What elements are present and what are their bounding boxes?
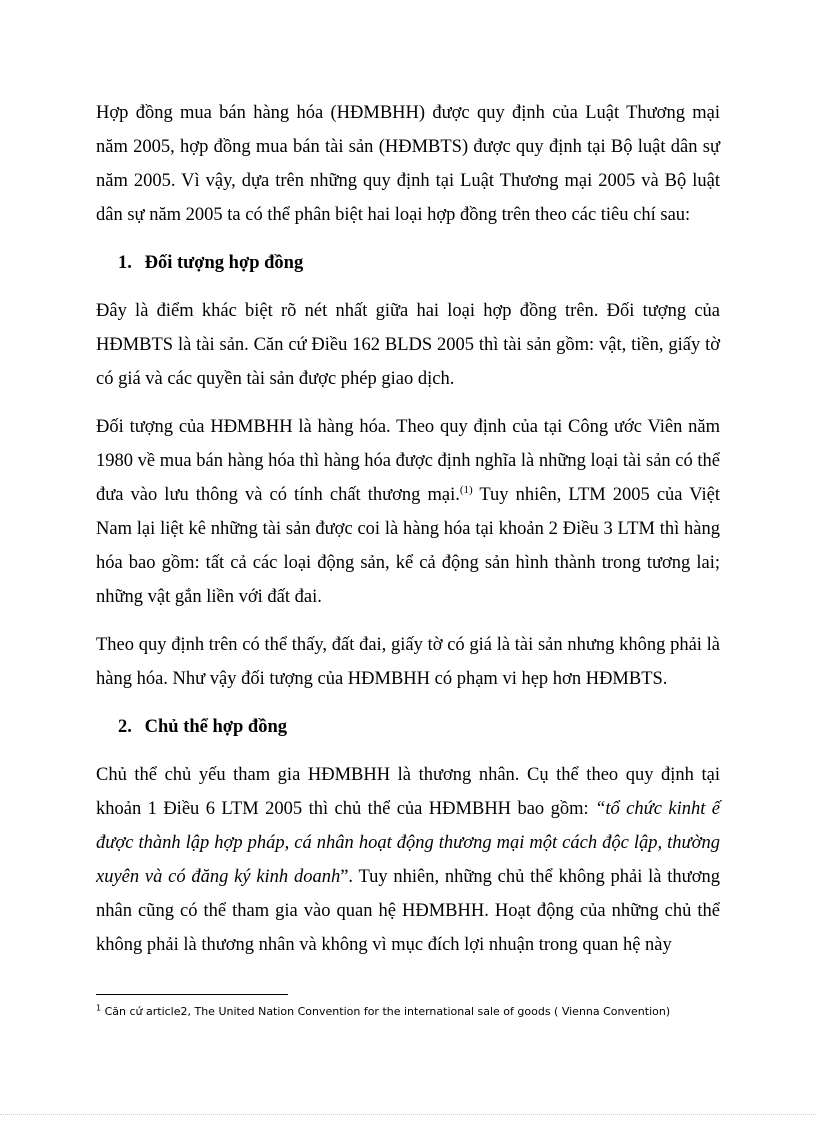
section-2-paragraph-1-text-a: Chủ thể chủ yếu tham gia HĐMBHH là thương nhân. Cụ thể theo quy định tại khoản 1 Điều 6 LTM 2005 thì chủ thể của HĐMBHH bao gồm:: [96, 765, 720, 819]
section-2-legal-quote: “tổ chức kinht ế được thành lập hợp pháp, cá nhân hoạt động thương mại một cách độc lập, thường xuyên và có đăng ký kinh doanh: [96, 799, 720, 887]
section-2-paragraph-1-text-b: ”. Tuy nhiên, những chủ thể không phải là thương nhân cũng có thể tham gia vào quan hệ HĐMBHH. Hoạt động của những chủ thể không phải là thương nhân và không vì mục đích lợi nhuận trong quan hệ này: [96, 867, 720, 955]
section-1-paragraph-1: Đây là điểm khác biệt rõ nét nhất giữa hai loại hợp đồng trên. Đối tượng của HĐMBTS là tài sản. Căn cứ Điều 162 BLDS 2005 thì tài sản gồm: vật, tiền, giấy tờ có giá và các quyền tài sản được phép giao dịch.: [96, 301, 720, 389]
intro-paragraph: Hợp đồng mua bán hàng hóa (HĐMBHH) được quy định của Luật Thương mại năm 2005, hợp đồng mua bán tài sản (HĐMBTS) được quy định tại Bộ luật dân sự năm 2005. Vì vậy, dựa trên những quy định tại Luật Thương mại 2005 và Bộ luật dân sự năm 2005 ta có thể phân biệt hai loại hợp đồng trên theo các tiêu chí sau:: [96, 103, 720, 225]
section-2-title: Chủ thể hợp đồng: [144, 717, 287, 737]
section-1-paragraph-2-text-a: Đối tượng của HĐMBHH là hàng hóa. Theo quy định của tại Công ước Viên năm 1980 về mua bán hàng hóa thì hàng hóa được định nghĩa là những loại tài sản có thể đưa vào lưu thông và có tính chất thương mại.: [96, 417, 720, 505]
section-1-heading: [96, 246, 720, 280]
section-1-paragraph-3: Theo quy định trên có thể thấy, đất đai, giấy tờ có giá là tài sản nhưng không phải là hàng hóa. Như vậy đối tượng của HĐMBHH có phạm vi hẹp hơn HĐMBTS.: [96, 635, 720, 689]
section-1-paragraph-2-text-b: Tuy nhiên, LTM 2005 của Việt Nam lại liệt kê những tài sản được coi là hàng hóa tại khoản 2 Điều 3 LTM thì hàng hóa bao gồm: tất cả các loại động sản, kể cả động sản hình thành trong tương lai; những vật gắn liền với đất đai.: [96, 485, 720, 607]
footnote: [96, 1004, 720, 1020]
footnote-text: Căn cứ article2, The United Nation Convention for the international sale of goods ( Vienna Convention): [101, 1005, 671, 1018]
footnote-reference: (1): [459, 483, 473, 496]
section-2-heading: [96, 710, 720, 744]
section-1-paragraph-2: [96, 410, 720, 614]
section-2-paragraph-1: [96, 758, 720, 962]
page-bottom-edge: [0, 1114, 816, 1115]
section-2-number: 2.: [118, 717, 132, 737]
footnote-separator: [96, 994, 288, 995]
section-1-number: 1.: [118, 253, 132, 273]
footnote-mark: 1: [96, 1003, 102, 1013]
document-body: [96, 96, 720, 976]
section-1-title: Đối tượng hợp đồng: [144, 253, 304, 273]
